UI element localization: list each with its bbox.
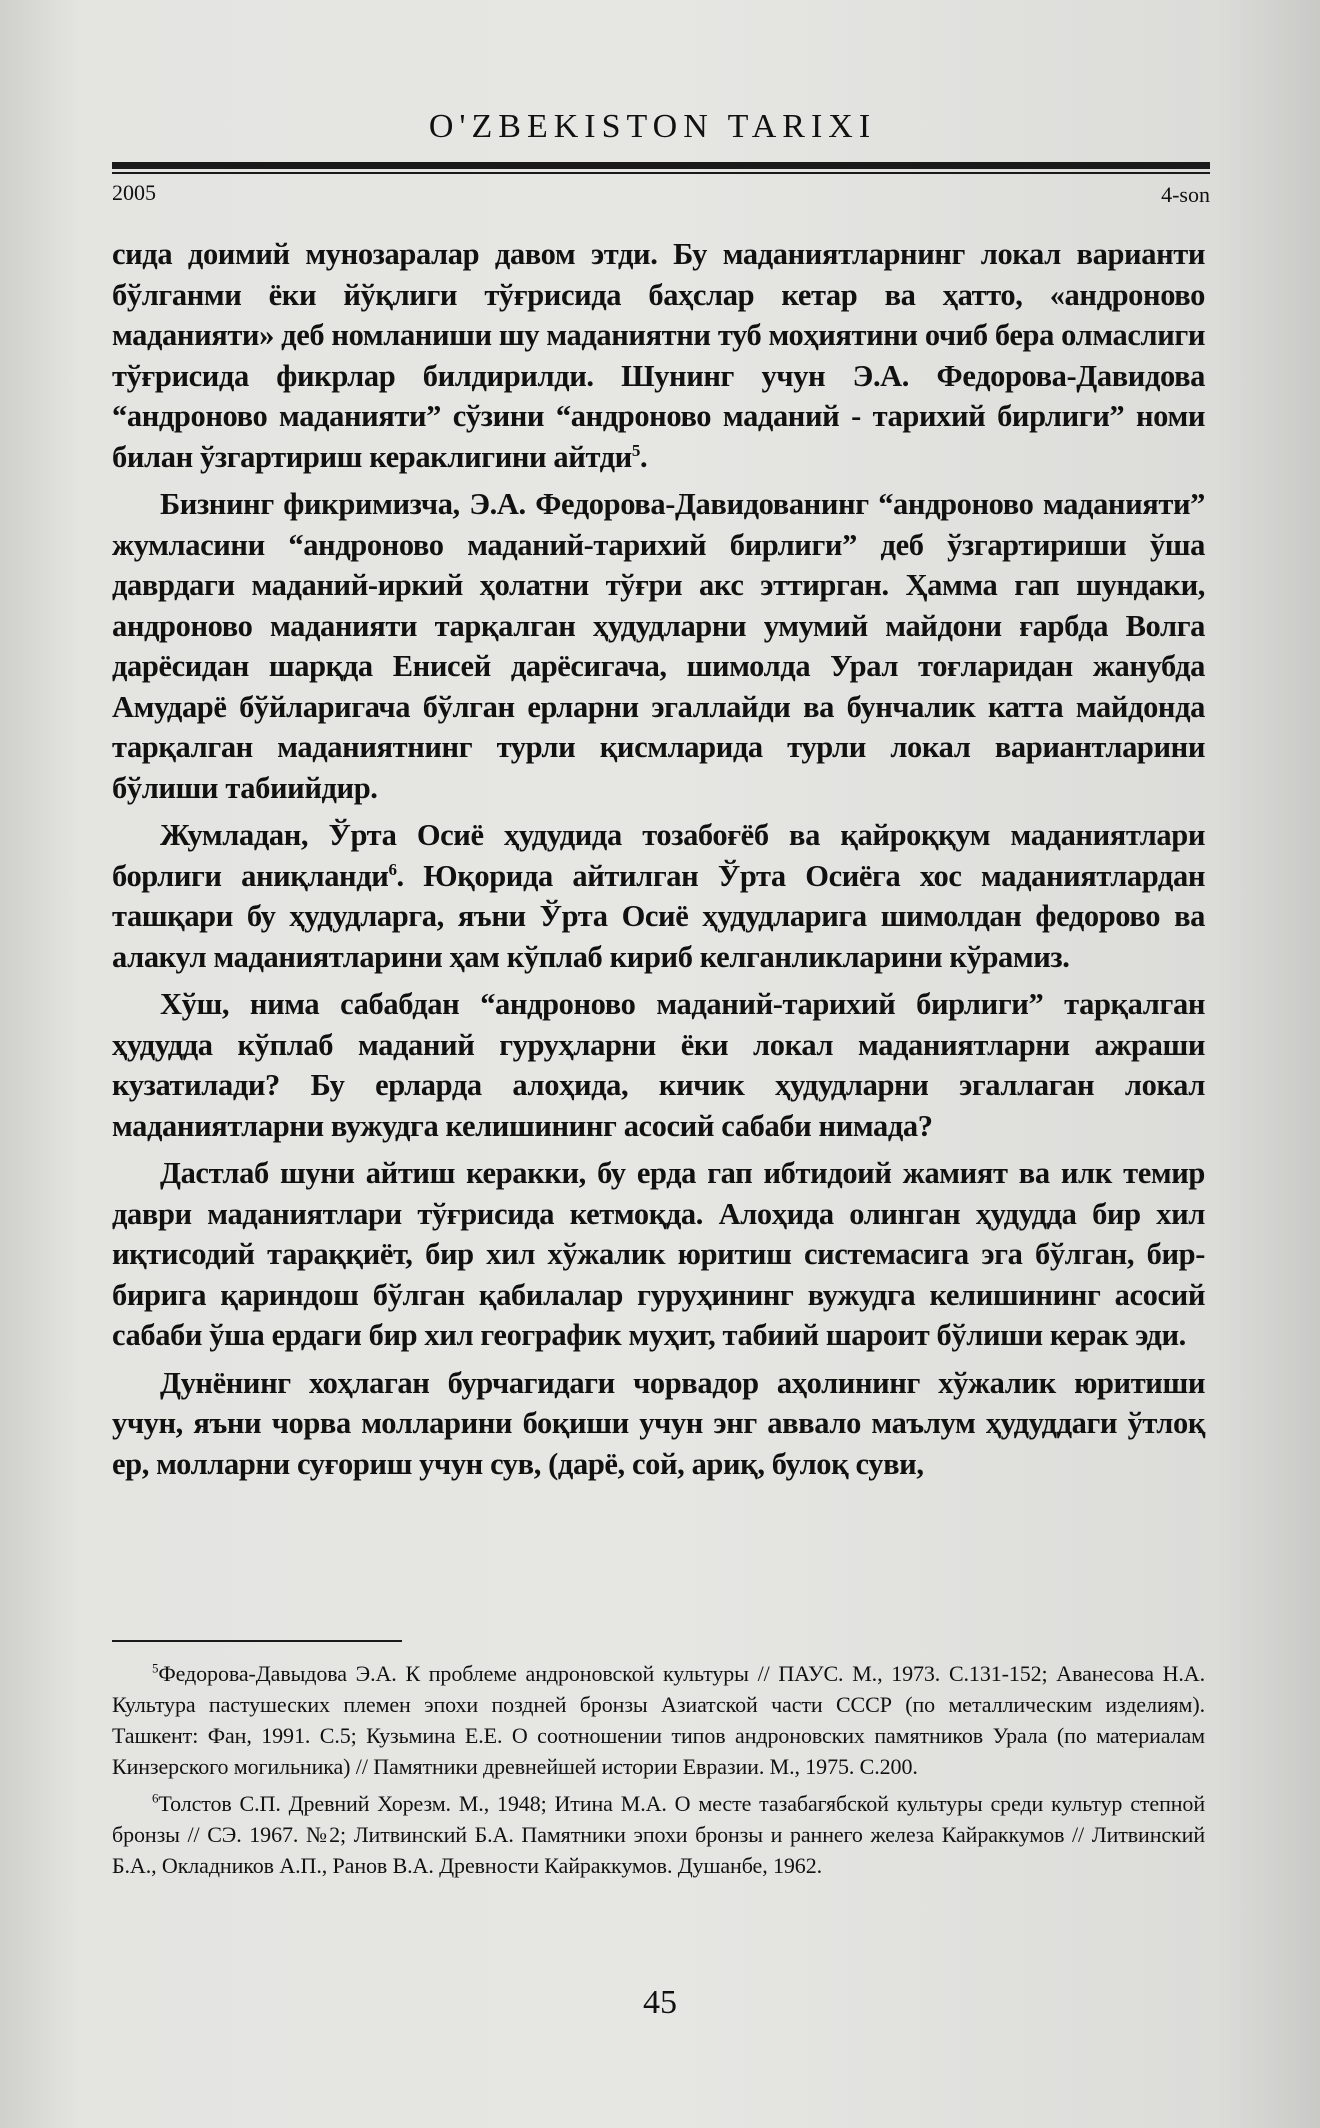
footnote-number: 6 bbox=[152, 1790, 159, 1806]
main-text bbox=[112, 234, 1205, 1491]
footnote-number: 5 bbox=[152, 1660, 159, 1676]
header-rule-thick bbox=[112, 162, 1210, 169]
issue-year: 2005 bbox=[112, 180, 156, 205]
footnote: $^6$Толстов С.П. Древний Хорезм. М., 1948; Итина М.А. О месте тазабагябской культуры среди культур степной бронзы // СЭ. 1967. №2; Литвинский Б.А. Памятники эпохи бронзы и раннего железа Кайраккумов // Литвинский Б.А., Окладников А.П., Ранов В.А. Древности Кайраккумов. Душанбе, 1962. bbox=[112, 1790, 1205, 1878]
footnote-ref: 5 bbox=[631, 440, 640, 460]
footnote-separator bbox=[112, 1640, 402, 1642]
paragraph: Дунёнинг хоҳлаган бурчагидаги чорвадор аҳолининг хўжалик юритиши учун, яъни чорва молларини боқиши учун энг аввало маълум ҳудуддаги ўтлоқ ер, молларни суғориш учун сув, (дарё, сой, ариқ, булоқ суви, bbox=[112, 1365, 1205, 1481]
journal-title: O'ZBEKISTON TARIXI bbox=[428, 108, 877, 145]
paragraph: Дастлаб шуни айтиш керакки, бу ерда гап ибтидоий жамият ва илк темир даври маданиятлари тўғрисида кетмоқда. Алоҳида олинган ҳудудда бир хил иқтисодий тараққиёт, бир хил хўжалик юритиш системасига эга бўлган, бир-бирига қариндош бўлган қабилалар гуруҳининг вужудга келишининг асосий сабаби ўша ердаги бир хил географик муҳит, табиий шароит бўлиши керак эди. bbox=[112, 1156, 1205, 1352]
footnote-ref: 6 bbox=[388, 859, 397, 879]
paragraph: Бизнинг фикримизча, Э.А. Федорова-Давидованинг “андроново маданияти” жумласини “андроново маданий-тарихий бирлиги” деб ўзгартириши ўша даврдаги маданий-иркий ҳолатни тўғри акс эттирган. Ҳамма гап шундаки, андроново маданияти тарқалган ҳудудларни умумий майдони ғарбда Волга дарёсидан шарқда Енисей дарёсигача, шимолда Урал тоғларидан жанубда Амударё бўйларигача бўлган ерларни эгаллайди ва бунчалик катта майдонда тарқалган маданиятнинг турли қисмларида турли локал вариантларини бўлиши табиийдир. bbox=[112, 487, 1205, 805]
paragraph: Хўш, нима сабабдан “андроново маданий-тарихий бирлиги” тарқалган ҳудудда кўплаб маданий гуруҳларни ёки локал маданиятларни ажраши кузатилади? Бу ерларда алоҳида, кичик ҳудудларни эгаллаган локал маданиятларни вужудга келишининг асосий сабаби нимада? bbox=[112, 987, 1205, 1143]
issue-number: 4-son bbox=[1161, 182, 1210, 207]
footnotes bbox=[112, 1658, 1205, 1887]
paragraph: сида доимий мунозаралар давом этди. Бу маданиятларнинг локал варианти бўлганми ёки йўқлиги тўғрисида баҳслар кетар ва ҳатто, «андроново маданияти» деб номланиши шу маданиятни туб моҳиятини очиб бера олмаслиги тўғрисида фикрлар билдирилди. Шунинг учун Э.А. Федорова-Давидова “андроново маданияти” сўзини “андроново маданий - тарихий бирлиги” номи билан ўзгартириш кераклигини айтди$^5$. bbox=[112, 237, 1205, 474]
page-number: 45 bbox=[643, 1984, 677, 2021]
paragraph: Жумладан, Ўрта Осиё ҳудудида тозабоғёб ва қайроққум маданиятлари борлиги аниқланди$^6$. Юқорида айтилган Ўрта Осиёга хос маданиятлардан ташқари бу ҳудудларга, яъни Ўрта Осиё ҳудудларига шимолдан федорово ва алакул маданиятларини ҳам кўплаб кириб келганликларини кўрамиз. bbox=[112, 818, 1205, 974]
header-rule-thin bbox=[112, 172, 1210, 174]
footnote: $^5$Федорова-Давыдова Э.А. К проблеме андроновской культуры // ПАУС. М., 1973. С.131-152; Аванесова Н.А. Культура пастушеских племен эпохи поздней бронзы Азиатской части СССР (по металлическим изделиям). Ташкент: Фан, 1991. С.5; Кузьмина Е.Е. О соотношении типов андроновских памятников Урала (по материалам Кинзерского могильника) // Памятники древнейшей истории Евразии. М., 1975. С.200. bbox=[112, 1660, 1205, 1779]
